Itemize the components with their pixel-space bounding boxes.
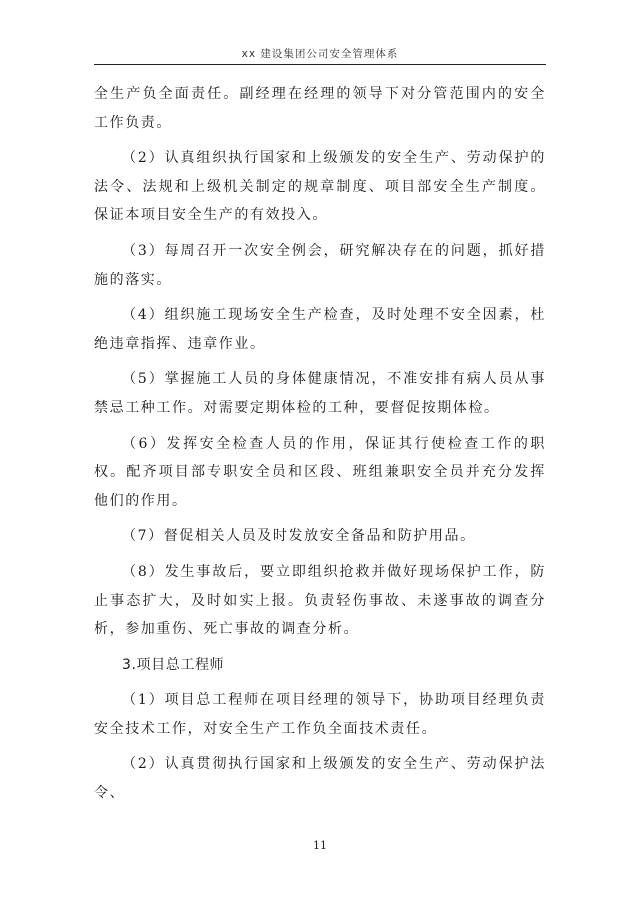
document-body (94, 80, 546, 808)
paragraph-item-5: （5）掌握施工人员的身体健康情况，不准安排有病人员从事禁忌工种工作。对需要定期体检的工种，要督促按期体检。 (94, 371, 546, 416)
paragraph-item-7: （7）督促相关人员及时发放安全备品和防护用品。 (122, 528, 476, 545)
section-heading: 3.项目总工程师 (122, 656, 225, 673)
paragraph-chief-engineer-1: （1）项目总工程师在项目经理的领导下，协助项目经理负责安全技术工作，对安全生产工作负全面技术责任。 (94, 692, 546, 737)
paragraph-continuation: 全生产负全面责任。副经理在经理的领导下对分管范围内的安全工作负责。 (94, 86, 546, 131)
paragraph-item-3: （3）每周召开一次安全例会，研究解决存在的问题，抓好措施的落实。 (94, 242, 546, 288)
page-header: xx 建设集团公司安全管理体系 (241, 48, 399, 60)
paragraph-item-4: （4）组织施工现场安全生产检查，及时处理不安全因素，杜绝违章指挥、违章作业。 (94, 307, 546, 352)
paragraph-item-6: （6）发挥安全检查人员的作用，保证其行使检查工作的职权。配齐项目部专职安全员和区段、班组兼职安全员并充分发挥他们的作用。 (94, 435, 546, 509)
paragraph-item-8: （8）发生事故后，要立即组织抢救并做好现场保护工作，防止事态扩大，及时如实上报。负责轻伤事故、未遂事故的调查分析，参加重伤、死亡事故的调查分析。 (94, 563, 546, 638)
page-number: 11 (313, 839, 327, 852)
header-divider (94, 64, 546, 65)
paragraph-chief-engineer-2: （2）认真贯彻执行国家和上级颁发的安全生产、劳动保护法令、 (94, 756, 546, 802)
paragraph-item-2: （2）认真组织执行国家和上级颁发的安全生产、劳动保护的法令、法规和上级机关制定的规章制度、项目部安全生产制度。保证本项目安全生产的有效投入。 (94, 150, 546, 224)
